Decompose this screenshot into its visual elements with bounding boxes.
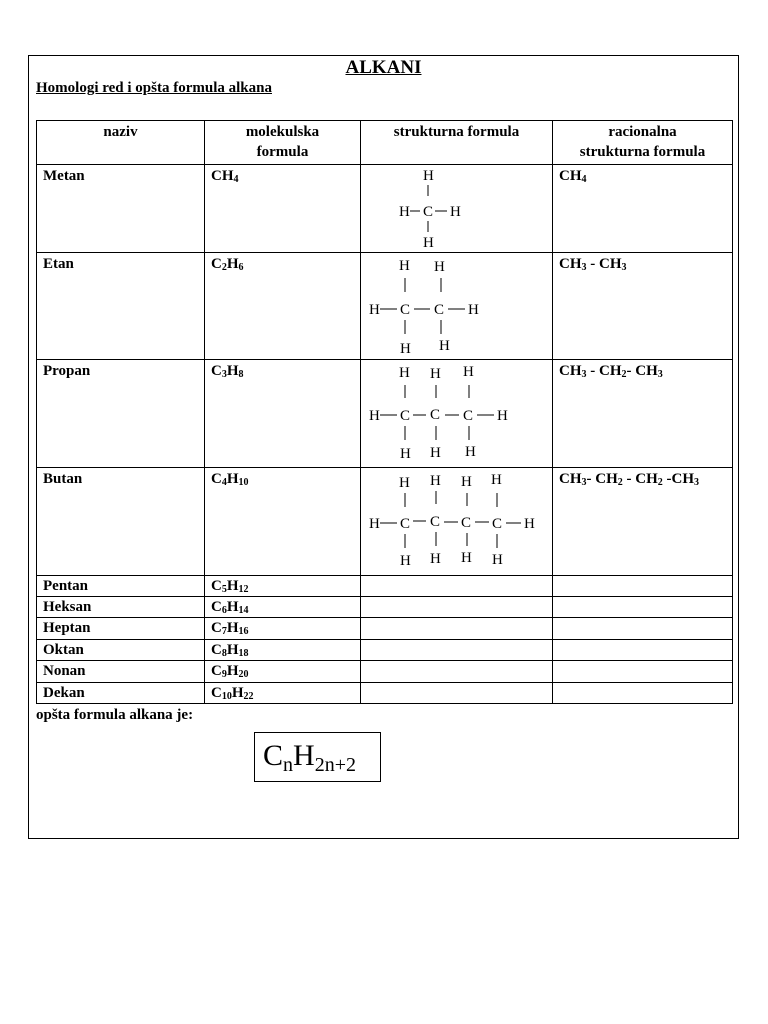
svg-text:H: H bbox=[400, 553, 411, 569]
formula-subscript: 8 bbox=[221, 648, 227, 659]
empty-cell bbox=[361, 576, 553, 597]
formula-subscript: 18 bbox=[238, 648, 249, 659]
svg-text:H: H bbox=[434, 259, 445, 275]
svg-text:C: C bbox=[461, 515, 472, 531]
row-molecular-formula: $C_2H_6$ bbox=[205, 253, 361, 360]
header-molekulska: molekulska formula bbox=[205, 121, 361, 165]
structure-etan bbox=[361, 253, 553, 360]
alkanes-table bbox=[36, 120, 733, 704]
row-name: Etan bbox=[37, 253, 205, 360]
svg-text:H: H bbox=[461, 474, 472, 490]
svg-text:C: C bbox=[430, 407, 441, 423]
document-frame bbox=[28, 55, 739, 839]
table-row bbox=[37, 360, 733, 468]
table-row bbox=[37, 576, 733, 597]
svg-text:H: H bbox=[399, 204, 410, 220]
svg-text:H: H bbox=[369, 408, 380, 424]
svg-text:C: C bbox=[463, 408, 474, 424]
empty-cell bbox=[553, 618, 733, 640]
structure-propan bbox=[361, 360, 553, 468]
empty-cell bbox=[553, 683, 733, 704]
row-name: Butan bbox=[37, 468, 205, 576]
table-row bbox=[37, 165, 733, 253]
formula-subscript: 8 bbox=[238, 369, 244, 380]
structural-formula-propan bbox=[361, 360, 551, 466]
table-header-row bbox=[37, 121, 733, 165]
svg-text:H: H bbox=[399, 258, 410, 274]
header-racionalna: racionalna strukturna formula bbox=[553, 121, 733, 165]
svg-text:H: H bbox=[430, 551, 441, 567]
formula-subscript: 2 bbox=[617, 477, 623, 488]
table-row bbox=[37, 597, 733, 618]
formula-subscript: 7 bbox=[221, 626, 227, 637]
table-row bbox=[37, 640, 733, 661]
row-rational-formula: $CH_3 - CH_3$ bbox=[553, 253, 733, 360]
svg-text:H: H bbox=[399, 475, 410, 491]
svg-text:H: H bbox=[430, 445, 441, 461]
svg-text:H: H bbox=[423, 168, 434, 184]
table-row bbox=[37, 661, 733, 683]
formula-subscript: 6 bbox=[238, 262, 244, 273]
svg-text:H: H bbox=[423, 235, 434, 251]
formula-subscript: 2 bbox=[657, 477, 663, 488]
formula-subscript: 4 bbox=[233, 174, 239, 185]
formula-subscript: 4 bbox=[581, 174, 587, 185]
empty-cell bbox=[553, 576, 733, 597]
header-naziv: naziv bbox=[37, 121, 205, 165]
svg-text:H: H bbox=[400, 446, 411, 462]
svg-text:H: H bbox=[491, 472, 502, 488]
page-title: ALKANI bbox=[345, 57, 422, 78]
row-molecular-formula: $CH_4$ bbox=[205, 165, 361, 253]
structural-formula-metan bbox=[361, 165, 551, 251]
formula-subscript: 4 bbox=[221, 477, 227, 488]
formula-subscript: 2 bbox=[621, 369, 627, 380]
row-name: Oktan bbox=[37, 640, 205, 661]
svg-text:H: H bbox=[369, 516, 380, 532]
svg-text:H: H bbox=[461, 550, 472, 566]
formula-subscript: 3 bbox=[581, 477, 587, 488]
section-subtitle: Homologi red i opšta formula alkana bbox=[36, 80, 272, 96]
row-name: Metan bbox=[37, 165, 205, 253]
formula-subscript: 10 bbox=[221, 691, 232, 702]
svg-text:C: C bbox=[492, 516, 503, 532]
row-name: Pentan bbox=[37, 576, 205, 597]
row-rational-formula: $CH_3-$ $CH_2 - CH_2$ $-CH_3$ bbox=[553, 468, 733, 576]
svg-text:H: H bbox=[463, 364, 474, 380]
svg-text:H: H bbox=[430, 473, 441, 489]
row-molecular-formula: $C_8H_{18}$ bbox=[205, 640, 361, 661]
row-molecular-formula: $C_4H_{10}$ bbox=[205, 468, 361, 576]
empty-cell bbox=[553, 640, 733, 661]
svg-text:H: H bbox=[465, 444, 476, 460]
svg-text:H: H bbox=[439, 338, 450, 354]
formula-subscript: 2 bbox=[221, 262, 227, 273]
row-name: Nonan bbox=[37, 661, 205, 683]
svg-text:H: H bbox=[468, 302, 479, 318]
row-name: Heptan bbox=[37, 618, 205, 640]
svg-text:H: H bbox=[399, 365, 410, 381]
formula-subscript: 6 bbox=[221, 605, 227, 616]
formula-c-subscript: n bbox=[283, 754, 294, 776]
table-row bbox=[37, 468, 733, 576]
svg-text:H: H bbox=[492, 552, 503, 568]
row-rational-formula: $CH_3 - CH_2-$ $CH_3$ bbox=[553, 360, 733, 468]
row-molecular-formula: $C_{10}H_{22}$ bbox=[205, 683, 361, 704]
svg-text:C: C bbox=[400, 408, 411, 424]
row-molecular-formula: $C_6H_{14}$ bbox=[205, 597, 361, 618]
empty-cell bbox=[361, 618, 553, 640]
row-name: Heksan bbox=[37, 597, 205, 618]
structure-metan bbox=[361, 165, 553, 253]
svg-text:C: C bbox=[434, 302, 445, 318]
formula-subscript: 3 bbox=[621, 262, 627, 273]
table-row bbox=[37, 683, 733, 704]
row-molecular-formula: $C_3H_8$ bbox=[205, 360, 361, 468]
formula-subscript: 5 bbox=[221, 584, 227, 595]
formula-h-subscript: 2n+2 bbox=[314, 754, 356, 776]
row-rational-formula: $CH_4$ bbox=[553, 165, 733, 253]
formula-subscript: 3 bbox=[221, 369, 227, 380]
svg-text:H: H bbox=[450, 204, 461, 220]
row-name: Propan bbox=[37, 360, 205, 468]
row-molecular-formula: $C_5H_{12}$ bbox=[205, 576, 361, 597]
svg-text:C: C bbox=[400, 302, 411, 318]
formula-subscript: 9 bbox=[221, 669, 227, 680]
formula-subscript: 20 bbox=[238, 669, 249, 680]
svg-text:H: H bbox=[430, 366, 441, 382]
row-molecular-formula: $C_7H_{16}$ bbox=[205, 618, 361, 640]
formula-subscript: 16 bbox=[238, 626, 249, 637]
structural-formula-etan bbox=[361, 253, 551, 358]
empty-cell bbox=[553, 597, 733, 618]
formula-c: C bbox=[263, 739, 284, 772]
general-formula-label: opšta formula alkana je: bbox=[36, 707, 194, 723]
svg-text:H: H bbox=[497, 408, 508, 424]
svg-text:H: H bbox=[524, 516, 535, 532]
formula-subscript: 22 bbox=[243, 691, 254, 702]
header-strukturna: strukturna formula bbox=[361, 121, 553, 165]
table-row bbox=[37, 618, 733, 640]
svg-text:C: C bbox=[400, 516, 411, 532]
svg-text:C: C bbox=[430, 514, 441, 530]
formula-subscript: 3 bbox=[581, 262, 587, 273]
formula-subscript: 10 bbox=[238, 477, 249, 488]
empty-cell bbox=[361, 683, 553, 704]
formula-subscript: 3 bbox=[581, 369, 587, 380]
svg-text:H: H bbox=[400, 341, 411, 357]
formula-subscript: 12 bbox=[238, 584, 249, 595]
empty-cell bbox=[361, 597, 553, 618]
empty-cell bbox=[553, 661, 733, 683]
svg-text:C: C bbox=[423, 204, 434, 220]
formula-subscript: 14 bbox=[238, 605, 249, 616]
formula-subscript: 3 bbox=[694, 477, 699, 488]
formula-h: H bbox=[293, 739, 315, 772]
empty-cell bbox=[361, 640, 553, 661]
svg-text:H: H bbox=[369, 302, 380, 318]
row-molecular-formula: $C_9H_{20}$ bbox=[205, 661, 361, 683]
empty-cell bbox=[361, 661, 553, 683]
general-formula-box bbox=[254, 732, 381, 782]
table-row bbox=[37, 253, 733, 360]
structure-butan bbox=[361, 468, 553, 576]
row-name: Dekan bbox=[37, 683, 205, 704]
structural-formula-butan bbox=[361, 468, 551, 574]
formula-subscript: 3 bbox=[657, 369, 663, 380]
